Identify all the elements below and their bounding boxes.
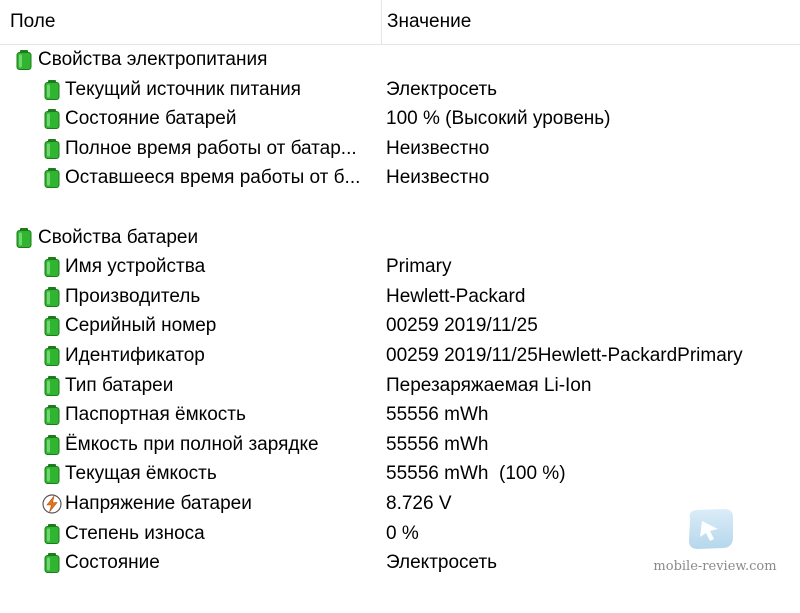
property-field: Текущий источник питания <box>65 78 301 100</box>
property-row[interactable] <box>0 399 800 429</box>
property-value: Электросеть <box>386 552 498 574</box>
property-value: Неизвестно <box>386 137 490 159</box>
voltage-lightning-icon <box>42 493 62 515</box>
battery-green-icon <box>42 256 62 278</box>
property-field: Состояние <box>65 552 160 574</box>
battery-green-icon <box>42 345 62 367</box>
property-field: Степень износа <box>65 522 205 544</box>
property-value: Перезаряжаемая Li-Ion <box>386 374 592 396</box>
battery-green-icon <box>42 79 62 101</box>
property-value: Электросеть <box>386 78 498 100</box>
property-value: Неизвестно <box>386 167 490 189</box>
battery-green-icon <box>14 227 34 249</box>
battery-green-icon <box>42 167 62 189</box>
property-value: Hewlett-Packard <box>386 285 526 307</box>
property-field: Ёмкость при полной зарядке <box>65 433 319 455</box>
section-title: Свойства батареи <box>38 226 199 248</box>
properties-list <box>0 44 800 577</box>
property-row[interactable] <box>0 103 800 133</box>
property-row[interactable] <box>0 74 800 104</box>
property-value: Primary <box>386 256 452 278</box>
property-value: 00259 2019/11/25 <box>386 315 538 337</box>
section-row[interactable] <box>0 44 800 74</box>
column-header-field[interactable]: Поле <box>0 0 382 44</box>
property-field: Идентификатор <box>65 344 205 366</box>
property-value: 00259 2019/11/25Hewlett-PackardPrimary <box>386 344 743 366</box>
battery-green-icon <box>42 108 62 130</box>
battery-green-icon <box>14 49 34 71</box>
section-row[interactable] <box>0 222 800 252</box>
battery-green-icon <box>42 286 62 308</box>
battery-green-icon <box>42 552 62 574</box>
battery-green-icon <box>42 523 62 545</box>
property-value: 0 % <box>386 522 419 544</box>
property-field: Тип батареи <box>65 374 174 396</box>
battery-green-icon <box>42 463 62 485</box>
mobile-review-logo-icon <box>684 507 736 551</box>
property-value: 55556 mWh (100 %) <box>386 463 566 485</box>
property-row[interactable] <box>0 133 800 163</box>
battery-green-icon <box>42 138 62 160</box>
property-row[interactable] <box>0 458 800 488</box>
property-field: Напряжение батареи <box>65 492 252 514</box>
property-field: Состояние батарей <box>65 108 237 130</box>
property-field: Производитель <box>65 285 201 307</box>
property-field: Текущая ёмкость <box>65 463 217 485</box>
property-row[interactable] <box>0 370 800 400</box>
property-row[interactable] <box>0 429 800 459</box>
battery-green-icon <box>42 404 62 426</box>
property-field: Полное время работы от батар... <box>65 137 357 159</box>
watermark <box>640 505 790 585</box>
spacer-row <box>0 192 800 222</box>
battery-green-icon <box>42 434 62 456</box>
property-field: Имя устройства <box>65 256 206 278</box>
property-row[interactable] <box>0 162 800 192</box>
section-title: Свойства электропитания <box>38 49 268 70</box>
property-value: 100 % (Высокий уровень) <box>386 108 611 130</box>
property-value: 55556 mWh <box>386 433 489 455</box>
property-row[interactable] <box>0 310 800 340</box>
property-field: Оставшееся время работы от б... <box>65 167 361 189</box>
property-row[interactable] <box>0 251 800 281</box>
property-value: 8.726 V <box>386 492 452 514</box>
battery-green-icon <box>42 315 62 337</box>
property-field: Паспортная ёмкость <box>65 404 246 426</box>
column-header-value[interactable]: Значение <box>387 11 472 32</box>
battery-green-icon <box>42 375 62 397</box>
property-field: Серийный номер <box>65 315 217 337</box>
list-header <box>0 0 800 45</box>
property-value: 55556 mWh <box>386 404 489 426</box>
property-row[interactable] <box>0 340 800 370</box>
watermark-text: mobile-review.com <box>653 559 777 574</box>
property-row[interactable] <box>0 281 800 311</box>
